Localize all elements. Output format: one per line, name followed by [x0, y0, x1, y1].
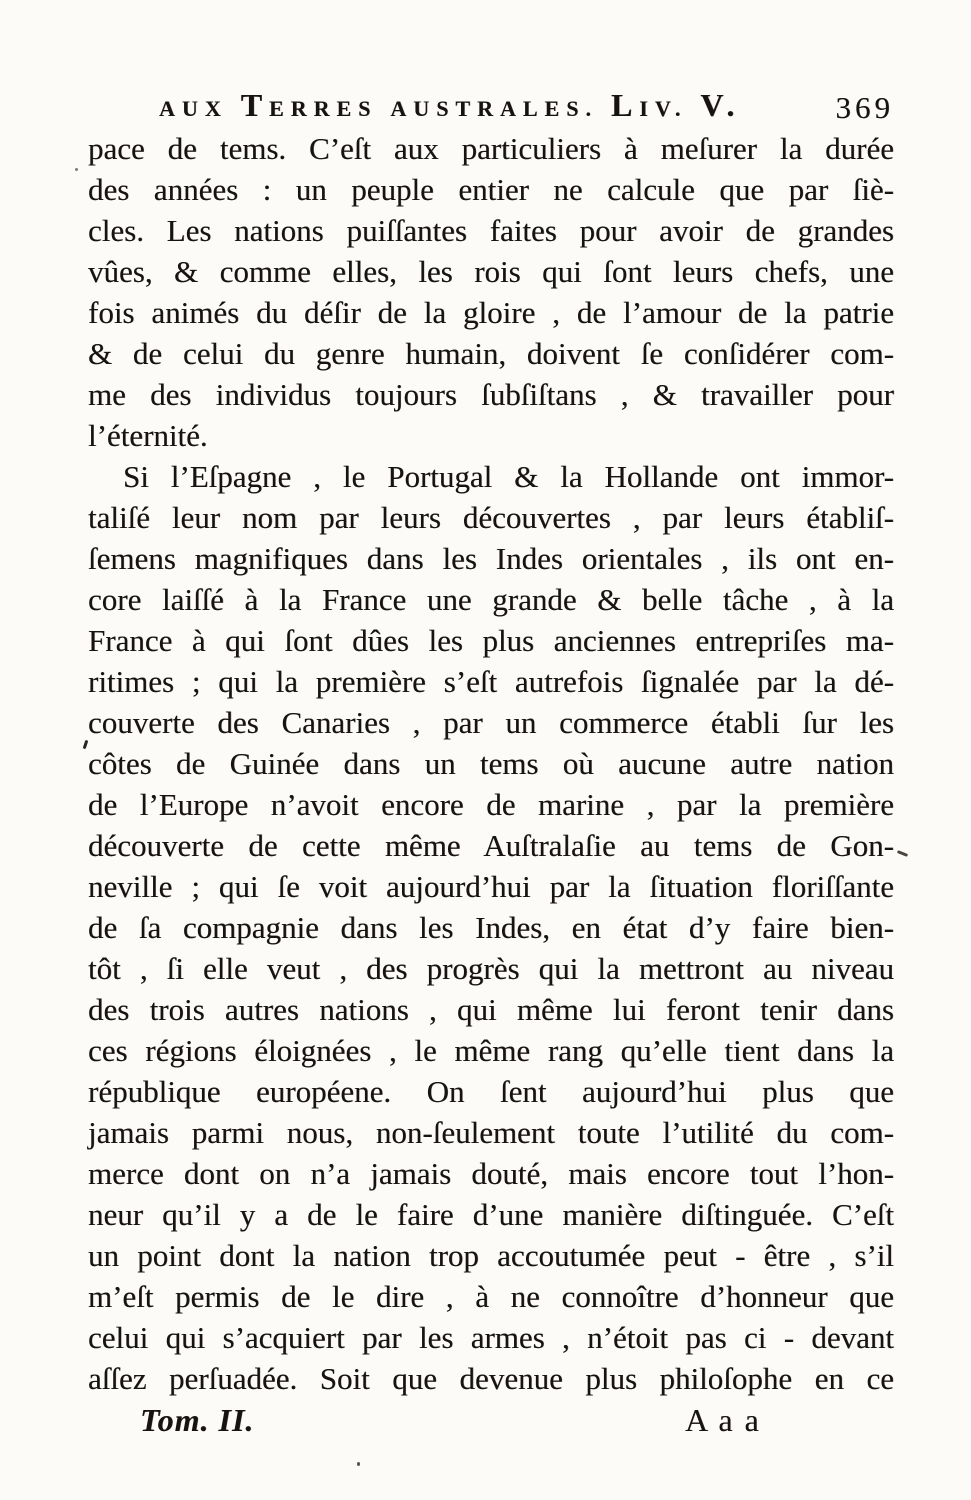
text-line: un point dont la nation trop accoutumée peut - être , s’il: [88, 1238, 894, 1273]
text-line: de l’Europe n’avoit encore de marine , par la première: [88, 787, 894, 822]
ink-speck: [75, 168, 78, 171]
running-title: [159, 87, 741, 124]
signature-mark: A a a: [685, 1402, 761, 1438]
page-number: 369: [835, 90, 894, 125]
text-line: cles. Les nations puiſſantes faites pour avoir de grandes: [88, 213, 894, 248]
text-line: tôt , ſi elle veut , des progrès qui la mettront au niveau: [88, 951, 894, 986]
text-line: & de celui du genre humain, doivent ſe conſidérer com-: [88, 336, 894, 371]
running-title-segment: L: [610, 87, 640, 123]
text-line: me des individus toujours ſubſiſtans , & travailler pour: [88, 377, 894, 412]
text-line: neur qu’il y a de le faire d’une manière diſtinguée. C’eſt: [88, 1197, 894, 1232]
text-line: France à qui ſont dûes les plus anciennes entrepriſes ma-: [88, 623, 894, 658]
running-title-segment: AUSTRALES.: [390, 96, 598, 121]
volume-label: Tom. II.: [140, 1402, 255, 1438]
text-line: aſſez perſuadée. Soit que devenue plus philoſophe en ce: [88, 1361, 894, 1396]
text-line: neville ; qui ſe voit aujourd’hui par la ſituation floriſſante: [88, 869, 894, 904]
text-line: côtes de Guinée dans un tems où aucune autre nation: [88, 746, 894, 781]
running-title-segment: AUX: [159, 96, 228, 121]
text-line: ſemens magnifiques dans les Indes orientales , ils ont en-: [88, 541, 894, 576]
text-line: jamais parmi nous, non-ſeulement toute l’utilité du com-: [88, 1115, 894, 1150]
text-line: celui qui s’acquiert par les armes , n’étoit pas ci - devant: [88, 1320, 894, 1355]
text-line: république européene. On ſent aujourd’hui plus que: [88, 1074, 894, 1109]
text-line: l’éternité.: [88, 418, 208, 453]
text-line: m’eſt permis de le dire , à ne connoître d’honneur que: [88, 1279, 894, 1314]
text-line: fois animés du déſir de la gloire , de l’amour de la patrie: [88, 295, 894, 330]
text-line: de ſa compagnie dans les Indes, en état d’y faire bien-: [88, 910, 894, 945]
text-line: découverte de cette même Auſtralaſie au tems de Gon-: [88, 828, 894, 863]
text-line: couverte des Canaries , par un commerce établi ſur les: [88, 705, 894, 740]
body-text: [88, 128, 894, 1399]
text-line: des années : un peuple entier ne calcule que par ſiè-: [88, 172, 894, 207]
text-line: core laiſſé à la France une grande & belle tâche , à la: [88, 582, 894, 617]
text-line: ces régions éloignées , le même rang qu’elle tient dans la: [88, 1033, 894, 1068]
running-title-segment: IV.: [639, 96, 688, 121]
text-line: pace de tems. C’eſt aux particuliers à meſurer la durée: [88, 131, 894, 166]
text-line: taliſé leur nom par leurs découvertes , par leurs établiſ-: [88, 500, 894, 535]
text-line: ritimes ; qui la première s’eſt autrefois ſignalée par la dé-: [88, 664, 894, 699]
running-title-segment: ERRES: [269, 96, 378, 121]
text-line: vûes, & comme elles, les rois qui ſont leurs chefs, une: [88, 254, 894, 289]
page-footer: [88, 1402, 894, 1444]
text-line: des trois autres nations , qui même lui feront tenir dans: [88, 992, 894, 1027]
text-line: merce dont on n’a jamais douté, mais encore tout l’hon-: [88, 1156, 894, 1191]
running-title-segment: T: [240, 87, 270, 123]
ink-speck: [357, 1462, 360, 1466]
ink-speck: [897, 850, 908, 857]
text-line: Si l’Eſpagne , le Portugal & la Hollande ont immor-: [123, 459, 894, 494]
running-header: [88, 78, 894, 124]
running-title-segment: V.: [700, 87, 742, 123]
